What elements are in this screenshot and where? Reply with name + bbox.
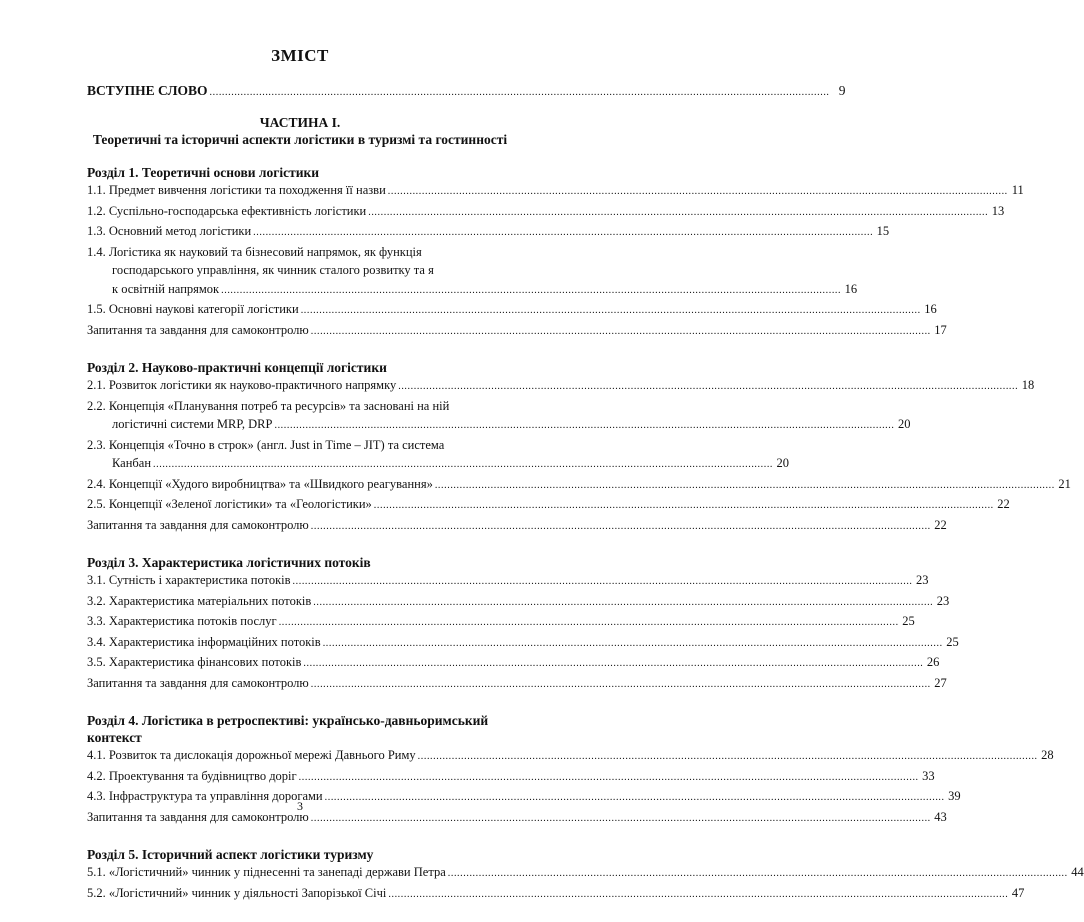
entry-page: 25 [946, 634, 959, 649]
page-number: 3 [297, 799, 303, 813]
toc-entry-intro[interactable] [87, 83, 846, 99]
toc-entry[interactable] [87, 321, 947, 342]
leader-dots: ........................................................................................................................................................................................................ [253, 227, 874, 238]
entry-text: 4.3. Інфраструктура та управління дорогами [87, 789, 323, 803]
section-title[interactable]: Розділ 5. Історичний аспект логістики туризму [87, 847, 374, 862]
toc-entry[interactable] [87, 436, 790, 475]
toc-entry[interactable] [87, 767, 935, 788]
entry-page: 17 [934, 322, 947, 337]
leader-dots: ........................................................................................................................................................................................................ [313, 596, 934, 608]
leader-dots: ........................................................................................................................................................................................................ [322, 637, 943, 649]
entry-text: 3.1. Сутність і характеристика потоків [87, 573, 291, 587]
entry-text: 1.4. Логістика як науковий та бізнесовий напрямок, як функція [87, 244, 422, 259]
entry-page: 47 [1011, 885, 1025, 900]
leader-dots: ........................................................................................................................................................................................................ [310, 325, 931, 337]
leader-dots: ........................................................................................................................................................................................................ [298, 771, 919, 783]
leader-dots: ........................................................................................................................................................................................................ [417, 751, 1038, 762]
entry-page: 21 [1058, 476, 1071, 491]
leader-dots: ........................................................................................................................................................................................................ [274, 420, 895, 431]
entry-text: 4.2. Проектування та будівництво доріг [87, 768, 297, 783]
part-subtitle: Теоретичні та історичні аспекти логістики в туризмі та гостинності [92, 132, 508, 147]
entry-text: 2.5. Концепції «Зеленої логістики» та «Геологістики» [87, 497, 372, 511]
entry-text-last-line: к освітній напрямок [112, 281, 220, 296]
entry-page: 20 [776, 456, 790, 470]
entry-page: 16 [844, 281, 858, 296]
toc-entry[interactable] [87, 674, 947, 695]
toc-entry[interactable] [87, 475, 1071, 496]
entry-text: 5.1. «Логістичний» чинник у піднесенні та занепаді держави Петра [87, 865, 446, 879]
entry-page: 25 [902, 614, 915, 628]
toc-entry[interactable] [87, 653, 940, 674]
toc-entry[interactable] [87, 300, 937, 321]
toc-entry[interactable] [87, 222, 890, 243]
intro-page: 9 [838, 83, 846, 98]
leader-dots: ........................................................................................................................................................................................................ [221, 284, 842, 296]
entry-page: 23 [936, 593, 950, 608]
entry-text: 2.2. Концепція «Планування потреб та ресурсів» та засновані на ній [87, 398, 450, 413]
entry-text: 3.4. Характеристика інформаційних потоків [87, 634, 321, 649]
toc-entry[interactable] [87, 495, 1010, 516]
entry-text: 1.1. Предмет вивчення логістики та походження її назви [87, 183, 386, 197]
toc-entry[interactable] [87, 863, 1084, 884]
entry-page: 27 [934, 675, 947, 690]
entry-text: 2.4. Концепції «Худого виробництва» та «Швидкого реагування» [87, 476, 433, 491]
entry-text: 3.2. Характеристика матеріальних потоків [87, 593, 312, 608]
leader-dots: ........................................................................................................................................................................................................ [292, 576, 913, 587]
toc-entry[interactable] [87, 884, 1025, 905]
toc-entry[interactable] [87, 376, 1035, 397]
entry-text: 3.5. Характеристика фінансових потоків [87, 655, 302, 669]
entry-page: 11 [1011, 183, 1024, 197]
section-title[interactable]: Розділ 3. Характеристика логістичних потоків [87, 555, 371, 570]
leader-dots: ........................................................................................................................................................................................................ [434, 479, 1055, 491]
page-title: ЗМІСТ [271, 46, 329, 65]
entry-page: 20 [897, 417, 911, 431]
section-title[interactable]: Розділ 2. Науково-практичні концепції логістики [87, 360, 387, 375]
entry-page: 16 [924, 302, 937, 316]
entry-text: 1.2. Суспільно-господарська ефективність логістики [87, 203, 367, 218]
entry-page: 22 [934, 517, 947, 532]
toc-section [87, 164, 1024, 341]
section-title[interactable]: Розділ 4. Логістика в ретроспективі: українсько-давньоримський контекст [87, 713, 489, 745]
entry-text: 1.5. Основні наукові категорії логістики [87, 302, 299, 316]
leader-dots: ........................................................................................................................................................................................................ [310, 812, 931, 824]
leader-dots: ........................................................................................................................................................................................................ [388, 888, 1009, 900]
leader-dots: ........................................................................................................................................................................................................ [153, 459, 774, 470]
entry-text: 5.2. «Логістичний» чинник у діяльності Запорізької Січі [87, 885, 387, 900]
entry-text: 3.3. Характеристика потоків послуг [87, 614, 277, 628]
entry-page: 22 [997, 497, 1010, 511]
entry-text-last-line: Канбан [112, 456, 152, 470]
toc-entry[interactable] [87, 516, 947, 537]
leader-dots: ........................................................................................................................................................................................................ [324, 792, 945, 803]
toc-entry[interactable] [87, 202, 1005, 223]
leader-dots: ........................................................................................................................................................................................................ [300, 305, 921, 316]
toc-entry[interactable] [87, 243, 858, 301]
entry-page: 44 [1071, 865, 1084, 879]
entry-page: 15 [876, 224, 890, 238]
toc-entry[interactable] [87, 181, 1024, 202]
entry-text: 4.1. Розвиток та дислокація дорожньої мережі Давнього Риму [87, 748, 416, 762]
entry-page: 43 [934, 809, 947, 824]
toc-entry[interactable] [87, 571, 929, 592]
toc-section [87, 846, 1084, 904]
intro-label: ВСТУПНЕ СЛОВО [87, 83, 208, 98]
leader-dots: ........................................................................................................................................................................................................ [310, 520, 931, 532]
leader-dots: ........................................................................................................................................................................................................ [398, 381, 1019, 392]
toc-entry[interactable] [87, 397, 911, 436]
leader-dots: ........................................................................................................................................................................................................ [373, 500, 994, 511]
leader-dots: ........................................................................................................................................................................................................ [447, 868, 1068, 879]
entry-page: 33 [922, 768, 935, 783]
part-label: ЧАСТИНА І. [259, 115, 341, 130]
leader-dots: ........................................................................................................................................................................................................ [209, 87, 830, 98]
toc-entry[interactable] [87, 612, 915, 633]
entry-text: Запитання та завдання для самоконтролю [87, 809, 309, 824]
entry-text: Запитання та завдання для самоконтролю [87, 322, 309, 337]
entry-text: Запитання та завдання для самоконтролю [87, 517, 309, 532]
entry-text: 2.1. Розвиток логістики як науково-практичного напрямку [87, 378, 397, 392]
section-title[interactable]: Розділ 1. Теоретичні основи логістики [87, 165, 320, 180]
entry-page: 39 [948, 789, 961, 803]
leader-dots: ........................................................................................................................................................................................................ [368, 206, 989, 218]
leader-dots: ........................................................................................................................................................................................................ [387, 186, 1008, 197]
toc-section [87, 359, 1071, 536]
entry-text-last-line: логістичні системи MRP, DRP [112, 417, 273, 431]
leader-dots: ........................................................................................................................................................................................................ [310, 678, 931, 690]
entry-page: 23 [916, 573, 929, 587]
toc-entry[interactable] [87, 633, 959, 654]
entry-text: 2.3. Концепція «Точно в строк» (англ. Just in Time – JIT) та система [87, 437, 445, 452]
toc-section [87, 554, 959, 694]
leader-dots: ........................................................................................................................................................................................................ [303, 658, 924, 669]
entry-page: 13 [991, 203, 1005, 218]
leader-dots: ........................................................................................................................................................................................................ [278, 617, 899, 628]
toc-entry[interactable] [87, 746, 1054, 767]
entry-page: 18 [1021, 378, 1035, 392]
entry-page: 26 [926, 655, 940, 669]
entry-text-continued: господарського управління, як чинник сталого розвитку та я [112, 263, 434, 277]
entry-text: 1.3. Основний метод логістики [87, 224, 252, 238]
entry-text: Запитання та завдання для самоконтролю [87, 675, 309, 690]
entry-page: 28 [1041, 748, 1054, 762]
toc-entry[interactable] [87, 592, 950, 613]
